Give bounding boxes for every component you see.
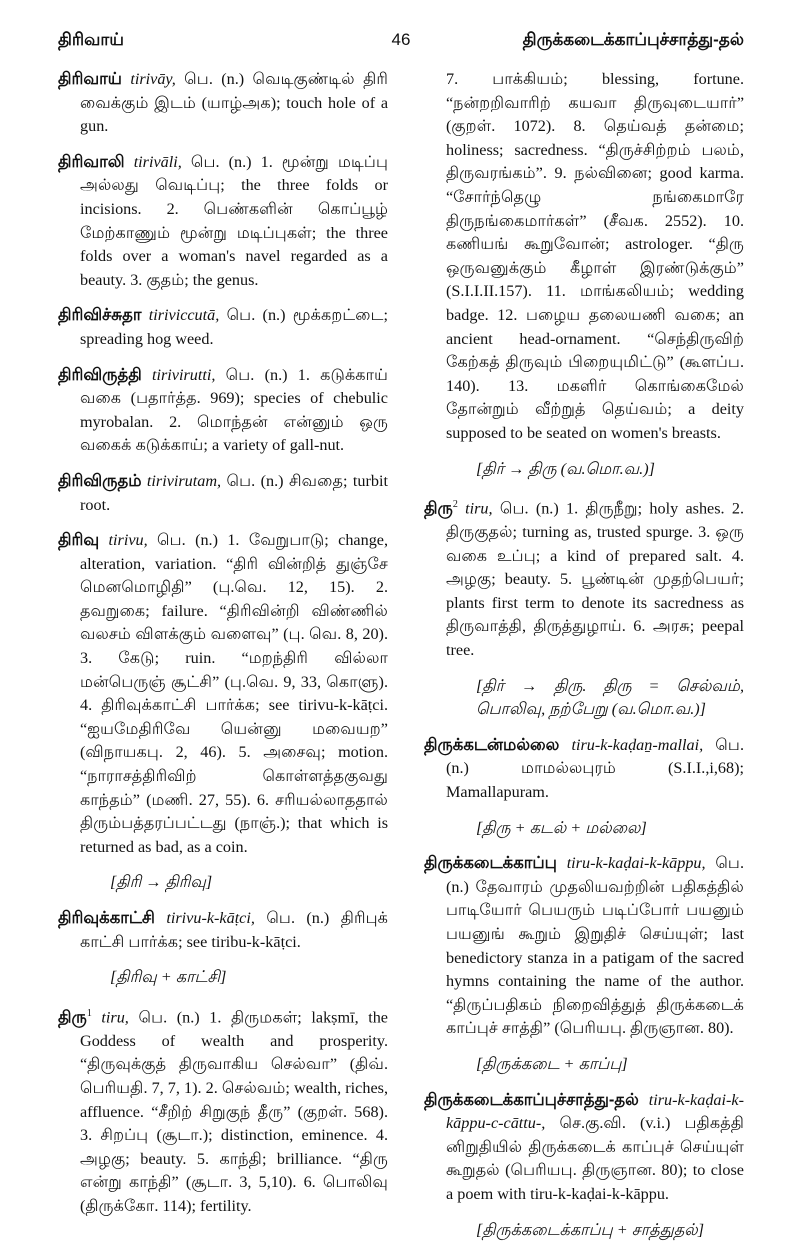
headword: திரிவிருதம் — [58, 471, 142, 490]
headword: திரு — [58, 1008, 87, 1027]
definition: பெ. (n.) 1. திருநீறு; holy ashes. 2. திருகுதல்; turning as, trusted spurge. 3. ஒரு வகை உப்பு; a kind of prepared salt. 4. அழகு; beauty. 5. பூண்டின் முதற்பெயர்; plants first term to denote its sacredness as திருவாத்தி, திருத்துழாய். 6. அரசு; peepal tree. — [446, 499, 745, 660]
transliteration: tiru, — [465, 499, 493, 518]
right-column — [424, 68, 744, 1254]
transliteration: tiru, — [101, 1008, 129, 1027]
transliteration: tirivirutti, — [151, 365, 216, 384]
headword: திரு — [424, 499, 453, 518]
etymology: [திரிவு + காட்சி] — [110, 968, 227, 987]
dictionary-entry — [58, 364, 388, 458]
headword: திரிவிச்சுதா — [58, 306, 142, 325]
transliteration: tiru-k-kaḍai-k-kāppu-c-cāttu-, — [446, 1090, 744, 1133]
dictionary-entry — [58, 151, 388, 293]
headword: திரிவுக்காட்சி — [58, 909, 155, 927]
transliteration: tirivāy, — [130, 70, 176, 88]
dictionary-entry — [58, 68, 388, 139]
dictionary-entry — [58, 907, 388, 954]
definition: பெ. (n.) மூக்கறட்டை; spreading hog weed. — [80, 306, 388, 348]
dictionary-entry — [58, 529, 388, 859]
etymology: [திர் → திரு (வ.மொ.வ.)] — [476, 459, 655, 478]
transliteration: tirivu-k-kāṭci, — [166, 909, 255, 927]
headword: திரிவு — [58, 531, 100, 550]
homonym-number: 1 — [86, 1007, 92, 1019]
definition: பெ. (n.) மாமல்லபுரம் (S.I.I.,i,68); Mamallapuram. — [446, 735, 744, 802]
transliteration: tiru-k-kaḍaṉ-mallai, — [571, 735, 704, 754]
dictionary-entry — [58, 304, 388, 351]
headword: திருக்கடைக்காப்பு — [424, 854, 557, 873]
page-number: 46 — [391, 30, 411, 49]
headword: திரிவாய் — [58, 70, 122, 88]
transliteration: tirivāli, — [133, 152, 182, 171]
homonym-number: 2 — [452, 499, 458, 511]
running-head-right: திருக்கடைக்காப்புச்சாத்து-தல் — [522, 30, 744, 49]
definition: செ.கு.வி. (v.i.) பதிகத்தி னிறுதியில் திருக்கடைக் காப்புச் செய்யுள் கூறுதல் (பெரியபு. திருஞான. 80); to close a poem with tiru-k-kaḍai-k-kāppu. — [446, 1114, 745, 1203]
transliteration: tiriviccutā, — [148, 306, 220, 325]
definition: பெ. (n.) 1. வேறுபாடு; change, alteration, variation. “திரி வின்றித் துஞ்சே மெனமொழிதி” (பு.வெ. 12, 15). 2. தவறுகை; failure. “திரிவின்றி விண்ணில் வலசம் விளக்கும் வளைவு” (பு. வெ. 8, 20). 3. கேடு; ruin. “மறந்திரி வில்லா மன்பெருஞ் சூட்சி” (பு.வெ. 9, 33, கொளு). 4. திரிவுக்காட்சி பார்க்க; see tirivu-k-kāṭci. “ஐயமேதிரிவே யென்னு மவையற” (விநாயகபு. 2, 46). 5. அசைவு; motion. “நாராசத்திரிவிற் கொள்ளத்தகுவது காந்தம்” (மணி. 27, 55). 6. சரியல்லாததால் திரும்பத்தரப்பட்டது (நாஞ்.); that which is returned as bad, as a coin. — [80, 531, 389, 856]
headword: திரிவிருத்தி — [58, 365, 142, 384]
dictionary-entry — [424, 1089, 744, 1207]
headword: திருக்கடன்மல்லை — [424, 735, 560, 754]
page-header — [58, 30, 744, 58]
dictionary-entry — [58, 1002, 388, 1219]
transliteration: tiru-k-kaḍai-k-kāppu, — [566, 854, 706, 873]
etymology: [திர் → திரு. திரு = செல்வம், பொலிவு, நற்பேறு (வ.மொ.வ.)] — [476, 676, 744, 719]
headword: திருக்கடைக்காப்புச்சாத்து-தல் — [424, 1090, 639, 1109]
etymology: [திருக்கடைக்காப்பு + சாத்துதல்] — [476, 1220, 705, 1239]
dictionary-entry — [58, 470, 388, 517]
definition: பெ. (n.) 1. திருமகள்; lakṣmī, the Goddess of wealth and prosperity. “திருவுக்குத் திருவாகிய செல்வா” (திவ். பெரியதி. 7, 7, 1). 2. செல்வம்; wealth, riches, affluence. “சீறிற் சிறுகுந் தீரு” (குறள். 568). 3. சிறப்பு (சூடா.); distinction, eminence. 4. அழகு; beauty. 5. காந்தி; brilliance. “திரு என்று காந்தி” (சூடா. 3, 5,10). 6. பொலிவு (திருக்கோ. 114); fertility. — [80, 1008, 388, 1215]
etymology: [திருக்கடை + காப்பு] — [476, 1054, 628, 1073]
etymology: [திரு + கடல் + மல்லை] — [476, 818, 647, 837]
definition: பெ. (n.) 1. மூன்று மடிப்பு அல்லது வெடிப்பு; the three folds or incisions. 2. பெண்களின் கொப்பூழ் மேற்காணும் மூன்று மடிப்புகள்; the three folds over a woman's navel regarded as a beauty. 3. குதம்; the genus. — [80, 152, 389, 289]
definition: பெ. (n.) தேவாரம் முதலியவற்றின் பதிகத்தில் பாடியோர் பெயரும் படிப்போர் பயனும் பயனுங் கூறும் இறுதிச் செய்யுள்; last benedictory stanza in a patigam of the sacred hymns containing the name of the author. “திருப்பதிகம் நிறைவித்துத் திருக்கடைக் காப்புச் சாத்தி” (பெரியபு. திருஞான. 80). — [446, 854, 745, 1038]
transliteration: tirivirutam, — [146, 471, 222, 490]
transliteration: tirivu, — [108, 531, 148, 550]
definition: பெ. (n.) வெடிகுண்டில் திரி வைக்கும் இடம் (யாழ்அக); touch hole of a gun. — [80, 70, 389, 136]
headword: திரிவாலி — [58, 152, 125, 171]
left-column — [58, 68, 388, 1231]
definition: பெ. (n.) 1. கடுக்காய் வகை (பதார்த்த. 969); species of chebulic myrobalan. 2. மொந்தன் என்னும் ஒரு வகைக் கடுக்காய்; a variety of gall-nut. — [80, 365, 388, 455]
running-head-left: திரிவாய் — [58, 30, 124, 49]
dictionary-entry — [424, 493, 744, 663]
dictionary-entry — [424, 734, 744, 805]
dictionary-entry — [424, 852, 744, 1041]
definition: பெ. (n.) சிவதை; turbit root. — [80, 471, 389, 514]
definition: பெ. (n.) திரிபுக் காட்சி பார்க்க; see tiribu-k-kāṭci. — [80, 909, 389, 951]
definition-continuation: 7. பாக்கியம்; blessing, fortune. “நன்றறிவாரிற் கயவா திருவுடையார்” (குறள். 1072). 8. தெய்வத் தன்மை; holiness; sacredness. “திருச்சிற்றம் பலம், திருவரங்கம்”. 9. நல்வினை; good karma. “சோர்ந்தெழு நங்கைமாரே திருநங்கைமார்கள்” (சீவக. 2552). 10. கணியங் கூறுவோன்; astrologer. “திரு ஒருவனுக்கும் கீழாள் இரண்டுக்கும்” (S.I.I.II.157). 11. மாங்கலியம்; wedding badge. 12. பழைய தலையணி வகை; an ancient head-ornament. “செந்திருவிற் கேற்கத் திருவும் பிறையுமிட்டு” (கூளப்ப. 140). 13. மகளிர் கொங்கைமேல் தோன்றும் வீற்றுத் தெய்வம்; a deity supposed to be seated on women's breasts. — [446, 70, 744, 442]
etymology: [திரி → திரிவு] — [110, 873, 213, 892]
